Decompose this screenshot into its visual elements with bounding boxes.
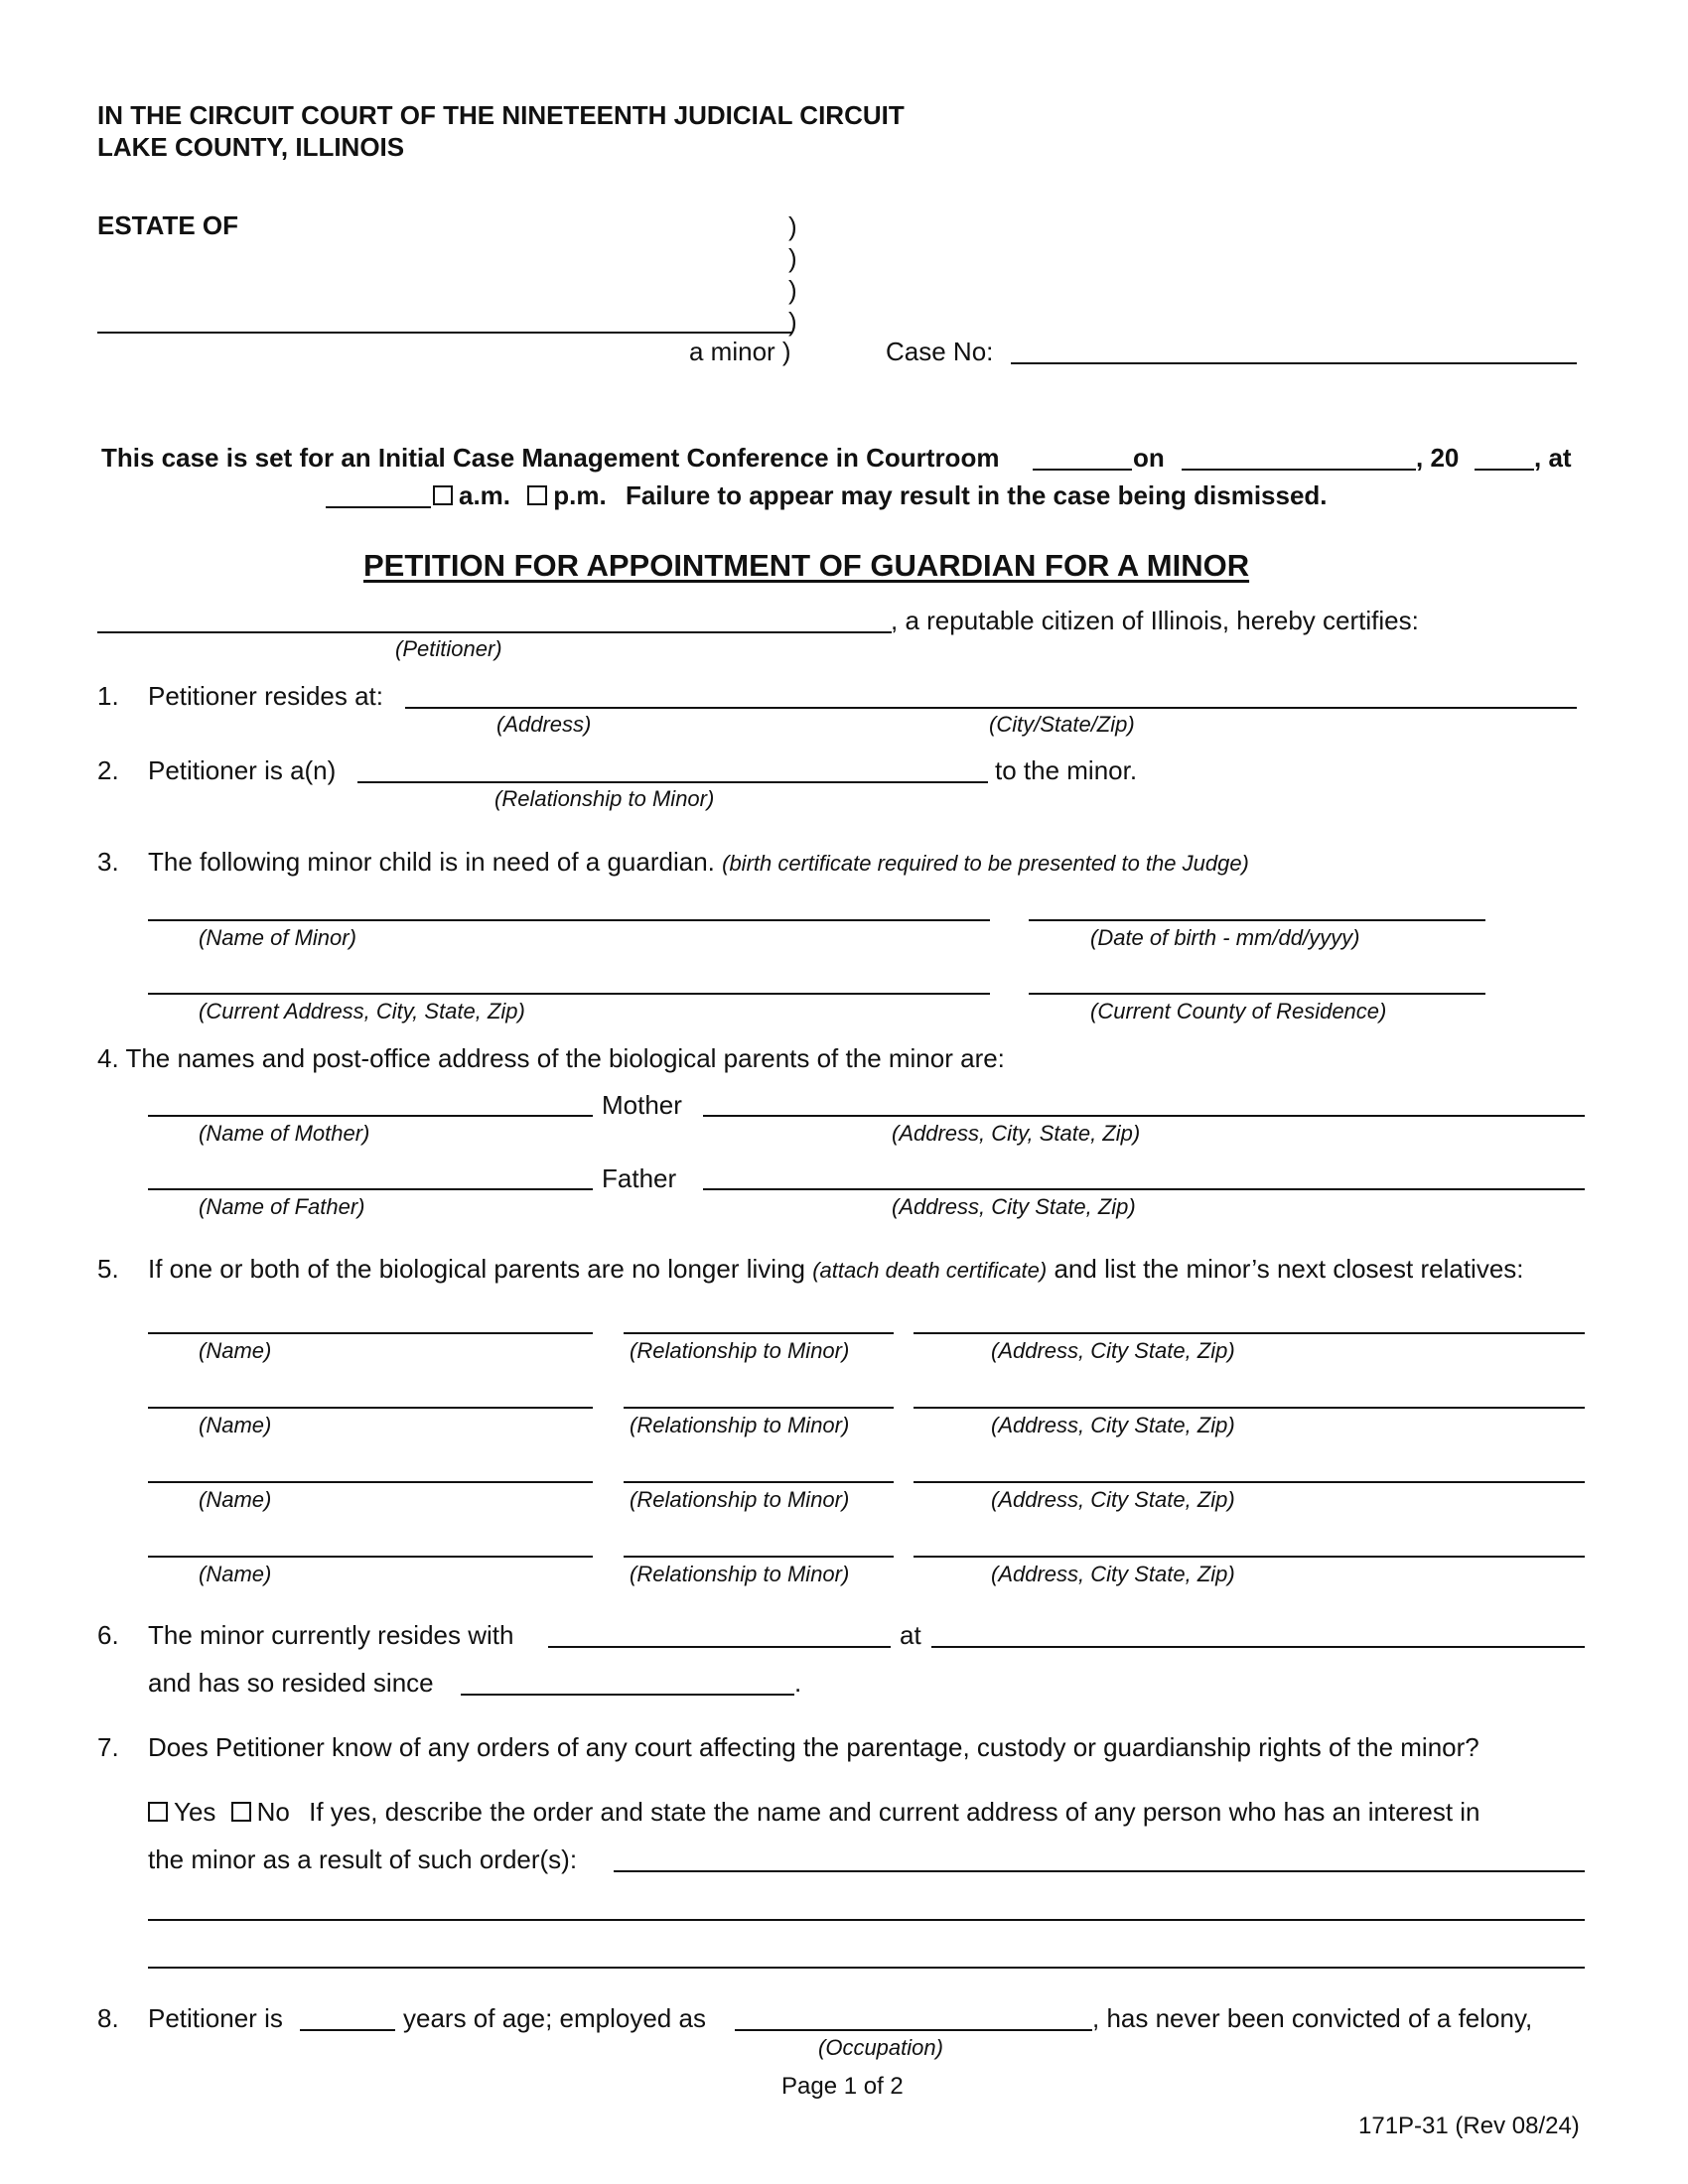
relative-address-field[interactable] [914, 1332, 1585, 1334]
notice-at: , at [1534, 443, 1572, 473]
item5-text-b: and list the minor’s next closest relatives: [1054, 1254, 1524, 1284]
form-number: 171P-31 (Rev 08/24) [1358, 2113, 1580, 2139]
caption-paren: ) [788, 307, 797, 337]
father-address-label: (Address, City State, Zip) [892, 1194, 1136, 1219]
notice-text: This case is set for an Initial Case Management Conference in Courtroom [101, 443, 1000, 473]
minor-county-field[interactable] [1029, 993, 1485, 995]
am-label: a.m. [459, 480, 511, 510]
item2-after: to the minor. [995, 755, 1138, 785]
mother-address-field[interactable] [703, 1115, 1585, 1117]
item7-desc: If yes, describe the order and state the name and current address of any person who has an interest in [309, 1797, 1480, 1827]
relative-addr-label: (Address, City State, Zip) [991, 1413, 1235, 1437]
item6-period: . [794, 1668, 802, 1698]
resides-with-field[interactable] [548, 1646, 891, 1648]
court-name-line2: LAKE COUNTY, ILLINOIS [97, 132, 405, 162]
father-name-field[interactable] [148, 1188, 593, 1190]
mother-name-label: (Name of Mother) [199, 1121, 370, 1146]
age-field[interactable] [300, 2029, 395, 2031]
minor-address-field[interactable] [148, 993, 990, 995]
dob-label: (Date of birth - mm/dd/yyyy) [1090, 925, 1360, 950]
courtroom-field[interactable] [1033, 469, 1132, 471]
item-number: 2. [97, 755, 119, 785]
item8-text-b: years of age; employed as [403, 2003, 706, 2033]
item-number: 7. [97, 1732, 119, 1762]
caption-paren: ) [788, 275, 797, 305]
relative-addr-label: (Address, City State, Zip) [991, 1487, 1235, 1512]
item3-main: The following minor child is in need of a guardian. [148, 847, 715, 877]
time-field[interactable] [326, 506, 431, 508]
resided-since-field[interactable] [461, 1694, 794, 1696]
item-number: 3. [97, 847, 119, 877]
notice-on: on [1133, 443, 1165, 473]
item8-text-c: , has never been convicted of a felony, [1092, 2003, 1533, 2033]
case-no-field[interactable] [1011, 362, 1577, 364]
minor-dob-field[interactable] [1029, 919, 1485, 921]
item-number: 6. [97, 1620, 119, 1650]
relative-addr-label: (Address, City State, Zip) [991, 1338, 1235, 1363]
father-address-field[interactable] [703, 1188, 1585, 1190]
resides-at-field[interactable] [931, 1646, 1585, 1648]
relative-address-field[interactable] [914, 1556, 1585, 1558]
estate-of-label: ESTATE OF [97, 210, 239, 240]
relative-rel-label: (Relationship to Minor) [630, 1413, 850, 1437]
item8-text-a: Petitioner is [148, 2003, 283, 2033]
minor-name-field[interactable] [148, 919, 990, 921]
dismissal-warning: Failure to appear may result in the case being dismissed. [625, 480, 1328, 510]
item4-text: 4. The names and post-office address of the biological parents of the minor are: [97, 1043, 1005, 1073]
item6-at: at [900, 1620, 921, 1650]
item7-question: Does Petitioner know of any orders of any court affecting the parentage, custody or guardianship rights of the minor? [148, 1732, 1479, 1762]
item1-text: Petitioner resides at: [148, 681, 384, 711]
date-field[interactable] [1182, 469, 1416, 471]
item7-answer-row [148, 1799, 1480, 1825]
year-field[interactable] [1475, 469, 1534, 471]
relationship-label: (Relationship to Minor) [494, 786, 715, 811]
mother-name-field[interactable] [148, 1115, 593, 1117]
am-checkbox[interactable] [433, 485, 453, 505]
relative-address-field[interactable] [914, 1481, 1585, 1483]
caption-paren: ) [788, 211, 797, 241]
item3-text [148, 849, 1249, 875]
item6-since: and has so resided since [148, 1668, 434, 1698]
occupation-label: (Occupation) [818, 2035, 943, 2060]
relationship-field[interactable] [357, 781, 988, 783]
caption-paren: ) [788, 243, 797, 273]
relative-address-field[interactable] [914, 1407, 1585, 1409]
relative-name-field[interactable] [148, 1481, 593, 1483]
relative-name-field[interactable] [148, 1556, 593, 1558]
yes-label: Yes [174, 1797, 216, 1827]
address-label: (Address) [496, 712, 592, 737]
relative-name-label: (Name) [199, 1487, 272, 1512]
intro-text: , a reputable citizen of Illinois, hereby certifies: [891, 606, 1419, 635]
order-details-field[interactable] [148, 1967, 1585, 1969]
petitioner-field[interactable] [97, 631, 892, 633]
item7-desc2: the minor as a result of such order(s): [148, 1844, 578, 1874]
occupation-field[interactable] [735, 2029, 1092, 2031]
relative-relationship-field[interactable] [624, 1481, 894, 1483]
case-no-label: Case No: [886, 337, 994, 366]
minor-name-field[interactable] [97, 332, 792, 334]
item5-note: (attach death certificate) [812, 1258, 1048, 1283]
relative-name-label: (Name) [199, 1338, 272, 1363]
relative-rel-label: (Relationship to Minor) [630, 1338, 850, 1363]
court-name-line1: IN THE CIRCUIT COURT OF THE NINETEENTH JUDICIAL CIRCUIT [97, 100, 905, 130]
item5-text-a: If one or both of the biological parents are no longer living [148, 1254, 805, 1284]
relative-relationship-field[interactable] [624, 1332, 894, 1334]
item-number: 5. [97, 1254, 119, 1284]
order-details-field[interactable] [614, 1870, 1585, 1872]
relative-relationship-field[interactable] [624, 1556, 894, 1558]
county-label: (Current County of Residence) [1090, 999, 1387, 1024]
order-details-field[interactable] [148, 1919, 1585, 1921]
item-number: 8. [97, 2003, 119, 2033]
pm-checkbox[interactable] [527, 485, 547, 505]
petitioner-label: (Petitioner) [395, 636, 502, 661]
minor-name-label: (Name of Minor) [199, 925, 356, 950]
mother-address-label: (Address, City, State, Zip) [892, 1121, 1141, 1146]
item6-text: The minor currently resides with [148, 1620, 514, 1650]
page-number: Page 1 of 2 [781, 2073, 904, 2100]
relative-addr-label: (Address, City State, Zip) [991, 1562, 1235, 1586]
no-checkbox[interactable] [231, 1802, 251, 1822]
item3-note: (birth certificate required to be presented to the Judge) [722, 851, 1249, 876]
father-label: Father [602, 1163, 677, 1193]
time-selector [433, 482, 1328, 508]
pm-label: p.m. [553, 480, 607, 510]
notice-20: , 20 [1416, 443, 1460, 473]
petitioner-address-field[interactable] [405, 707, 1577, 709]
item5-text [148, 1256, 1524, 1282]
relative-rel-label: (Relationship to Minor) [630, 1562, 850, 1586]
item-number: 1. [97, 681, 119, 711]
a-minor-label: a minor ) [689, 337, 791, 366]
relative-name-field[interactable] [148, 1407, 593, 1409]
relative-name-label: (Name) [199, 1562, 272, 1586]
yes-checkbox[interactable] [148, 1802, 168, 1822]
city-state-zip-label: (City/State/Zip) [989, 712, 1135, 737]
relative-rel-label: (Relationship to Minor) [630, 1487, 850, 1512]
mother-label: Mother [602, 1090, 682, 1120]
relative-name-field[interactable] [148, 1332, 593, 1334]
relative-relationship-field[interactable] [624, 1407, 894, 1409]
father-name-label: (Name of Father) [199, 1194, 365, 1219]
page-title: PETITION FOR APPOINTMENT OF GUARDIAN FOR A MINOR [363, 548, 1250, 583]
relative-name-label: (Name) [199, 1413, 272, 1437]
item2-text: Petitioner is a(n) [148, 755, 337, 785]
no-label: No [256, 1797, 290, 1827]
minor-address-label: (Current Address, City, State, Zip) [199, 999, 525, 1024]
